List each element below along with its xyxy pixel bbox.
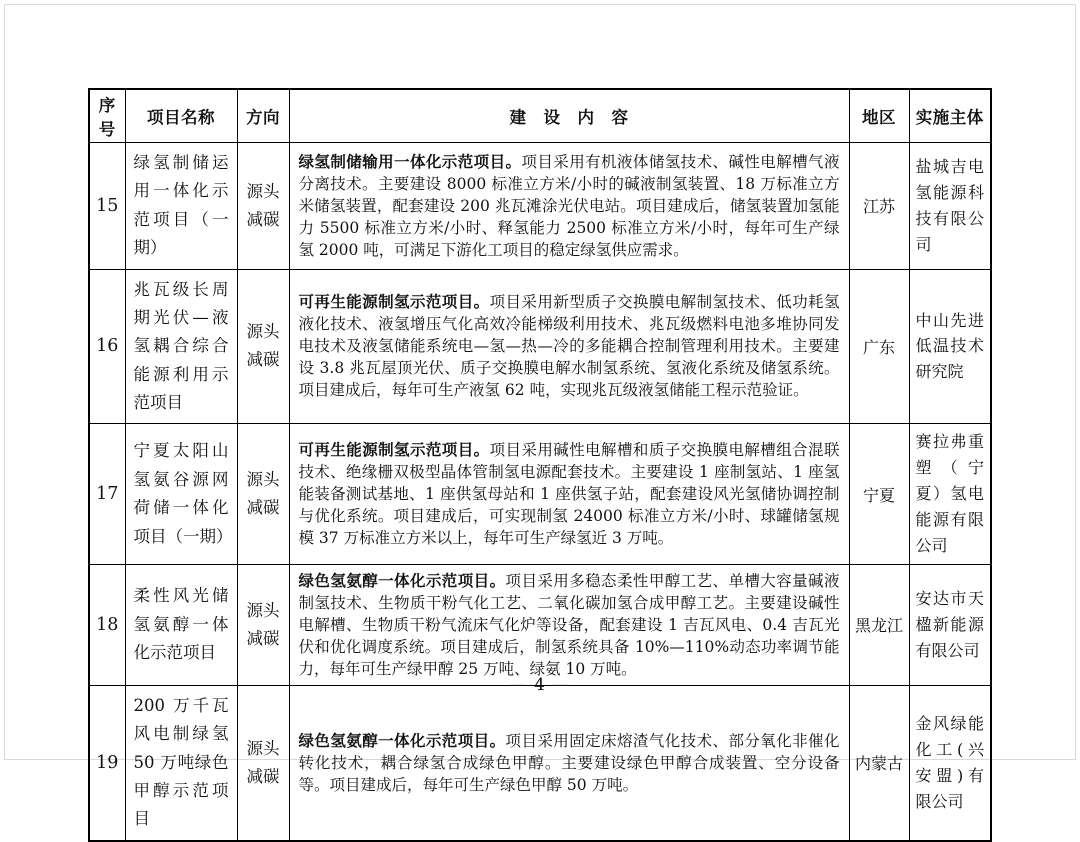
content-body: 项目采用固定床熔渣气化技术、部分氧化非催化转化技术，耦合绿氢合成绿色甲醇。主要建设绿色甲醇合成装置、空分设备等。项目建成后，每年可生产绿色甲醇 50 万吨。 (298, 731, 840, 794)
cell-entity: 安达市天楹新能源有限公司 (909, 564, 991, 685)
cell-content (289, 564, 849, 685)
table-row (89, 564, 991, 685)
table-row (89, 143, 991, 270)
table-row (89, 269, 991, 424)
content-body: 项目采用有机液体储氢技术、碱性电解槽气液分离技术。主要建设 8000 标准立方米/小时的碱液制氢装置、18 万标准立方米储氢装置，配套建设 200 兆瓦滩涂光伏电站。项目建成后，储氢装置加氢能力 5500 标准立方米/小时、释氢能力 2500 标准立方米/小时，每年可生产绿氢 2000 吨，可满足下游化工项目的稳定绿氢供应需求。 (298, 152, 840, 259)
content-lead: 绿色氢氨醇一体化示范项目。 (298, 570, 506, 590)
cell-content (289, 685, 849, 840)
content-body: 项目采用碱性电解槽和质子交换膜电解槽组合混联技术、绝缘栅双极型晶体管制氢电源配套技术。主要建设 1 座制氢站、1 座氢能装备测试基地、1 座供氢母站和 1 座供氢子站，配套建设风光氢储协调控制与优化系统。项目建成后，可实现制氢 24000 标准立方米/小时、球罐储氢规模 37 万标准立方米以上，每年可生产绿氢近 3 万吨。 (298, 441, 840, 548)
header-content: 建 设 内 容 (289, 89, 849, 143)
cell-project-name: 绿氢制储运用一体化示范项目（一期） (125, 143, 237, 270)
table-header-row (89, 89, 991, 143)
cell-region: 内蒙古 (849, 685, 909, 840)
cell-project-name: 宁夏太阳山氢氨谷源网荷储一体化项目（一期） (125, 424, 237, 565)
cell-direction: 源头减碳 (237, 143, 289, 270)
cell-direction: 源头减碳 (237, 564, 289, 685)
table-row (89, 424, 991, 565)
cell-direction: 源头减碳 (237, 269, 289, 424)
table-row (89, 685, 991, 840)
content-lead: 绿氢制储输用一体化示范项目。 (298, 151, 522, 171)
cell-region: 广东 (849, 269, 909, 424)
content-lead: 可再生能源制氢示范项目。 (298, 440, 490, 460)
page-number: — 4 — (509, 675, 571, 695)
cell-no: 17 (89, 424, 125, 565)
content-lead: 绿色氢氨醇一体化示范项目。 (298, 730, 506, 750)
cell-entity: 中山先进低温技术研究院 (909, 269, 991, 424)
cell-direction: 源头减碳 (237, 685, 289, 840)
cell-no: 19 (89, 685, 125, 840)
cell-region: 黑龙江 (849, 564, 909, 685)
header-no: 序号 (89, 89, 125, 143)
cell-region: 宁夏 (849, 424, 909, 565)
cell-entity: 赛拉弗重塑（宁夏）氢电能源有限公司 (909, 424, 991, 565)
header-name: 项目名称 (125, 89, 237, 143)
cell-no: 15 (89, 143, 125, 270)
cell-content (289, 143, 849, 270)
header-direction: 方向 (237, 89, 289, 143)
cell-no: 18 (89, 564, 125, 685)
content-lead: 可再生能源制氢示范项目。 (298, 292, 490, 312)
content-body: 项目采用多稳态柔性甲醇工艺、单槽大容量碱液制氢技术、生物质干粉气化工艺、二氧化碳加氢合成甲醇工艺。主要建设碱性电解槽、生物质干粉气流床气化炉等设备，配套建设 1 吉瓦风电、0.4 吉瓦光伏和优化调度系统。项目建成后，制氢系统具备 10%—110%动态功率调节能力，每年可生产绿甲醇 25 万吨、绿氨 10 万吨。 (298, 571, 840, 678)
cell-project-name: 兆瓦级长周期光伏—液氢耦合综合能源利用示范项目 (125, 269, 237, 424)
cell-project-name: 柔性风光储氢氨醇一体化示范项目 (125, 564, 237, 685)
content-body: 项目采用新型质子交换膜电解制氢技术、低功耗氢液化技术、液氢增压气化高效冷能梯级利用技术、兆瓦级燃料电池多堆协同发电技术及液氢储能系统电—氢—热—冷的多能耦合控制管理利用技术。主要建设 3.8 兆瓦屋顶光伏、质子交换膜电解水制氢系统、氢液化系统及储氢系统。项目建成后，每年可生产液氢 62 吨，实现兆瓦级液氢储能工程示范验证。 (298, 293, 840, 400)
cell-region: 江苏 (849, 143, 909, 270)
cell-entity: 盐城吉电氢能源科技有限公司 (909, 143, 991, 270)
header-region: 地区 (849, 89, 909, 143)
cell-no: 16 (89, 269, 125, 424)
projects-table (88, 88, 992, 842)
cell-project-name: 200 万千瓦风电制绿氢 50 万吨绿色甲醇示范项目 (125, 685, 237, 840)
cell-content (289, 269, 849, 424)
cell-content (289, 424, 849, 565)
header-entity: 实施主体 (909, 89, 991, 143)
cell-entity: 金风绿能化工(兴安盟)有限公司 (909, 685, 991, 840)
cell-direction: 源头减碳 (237, 424, 289, 565)
